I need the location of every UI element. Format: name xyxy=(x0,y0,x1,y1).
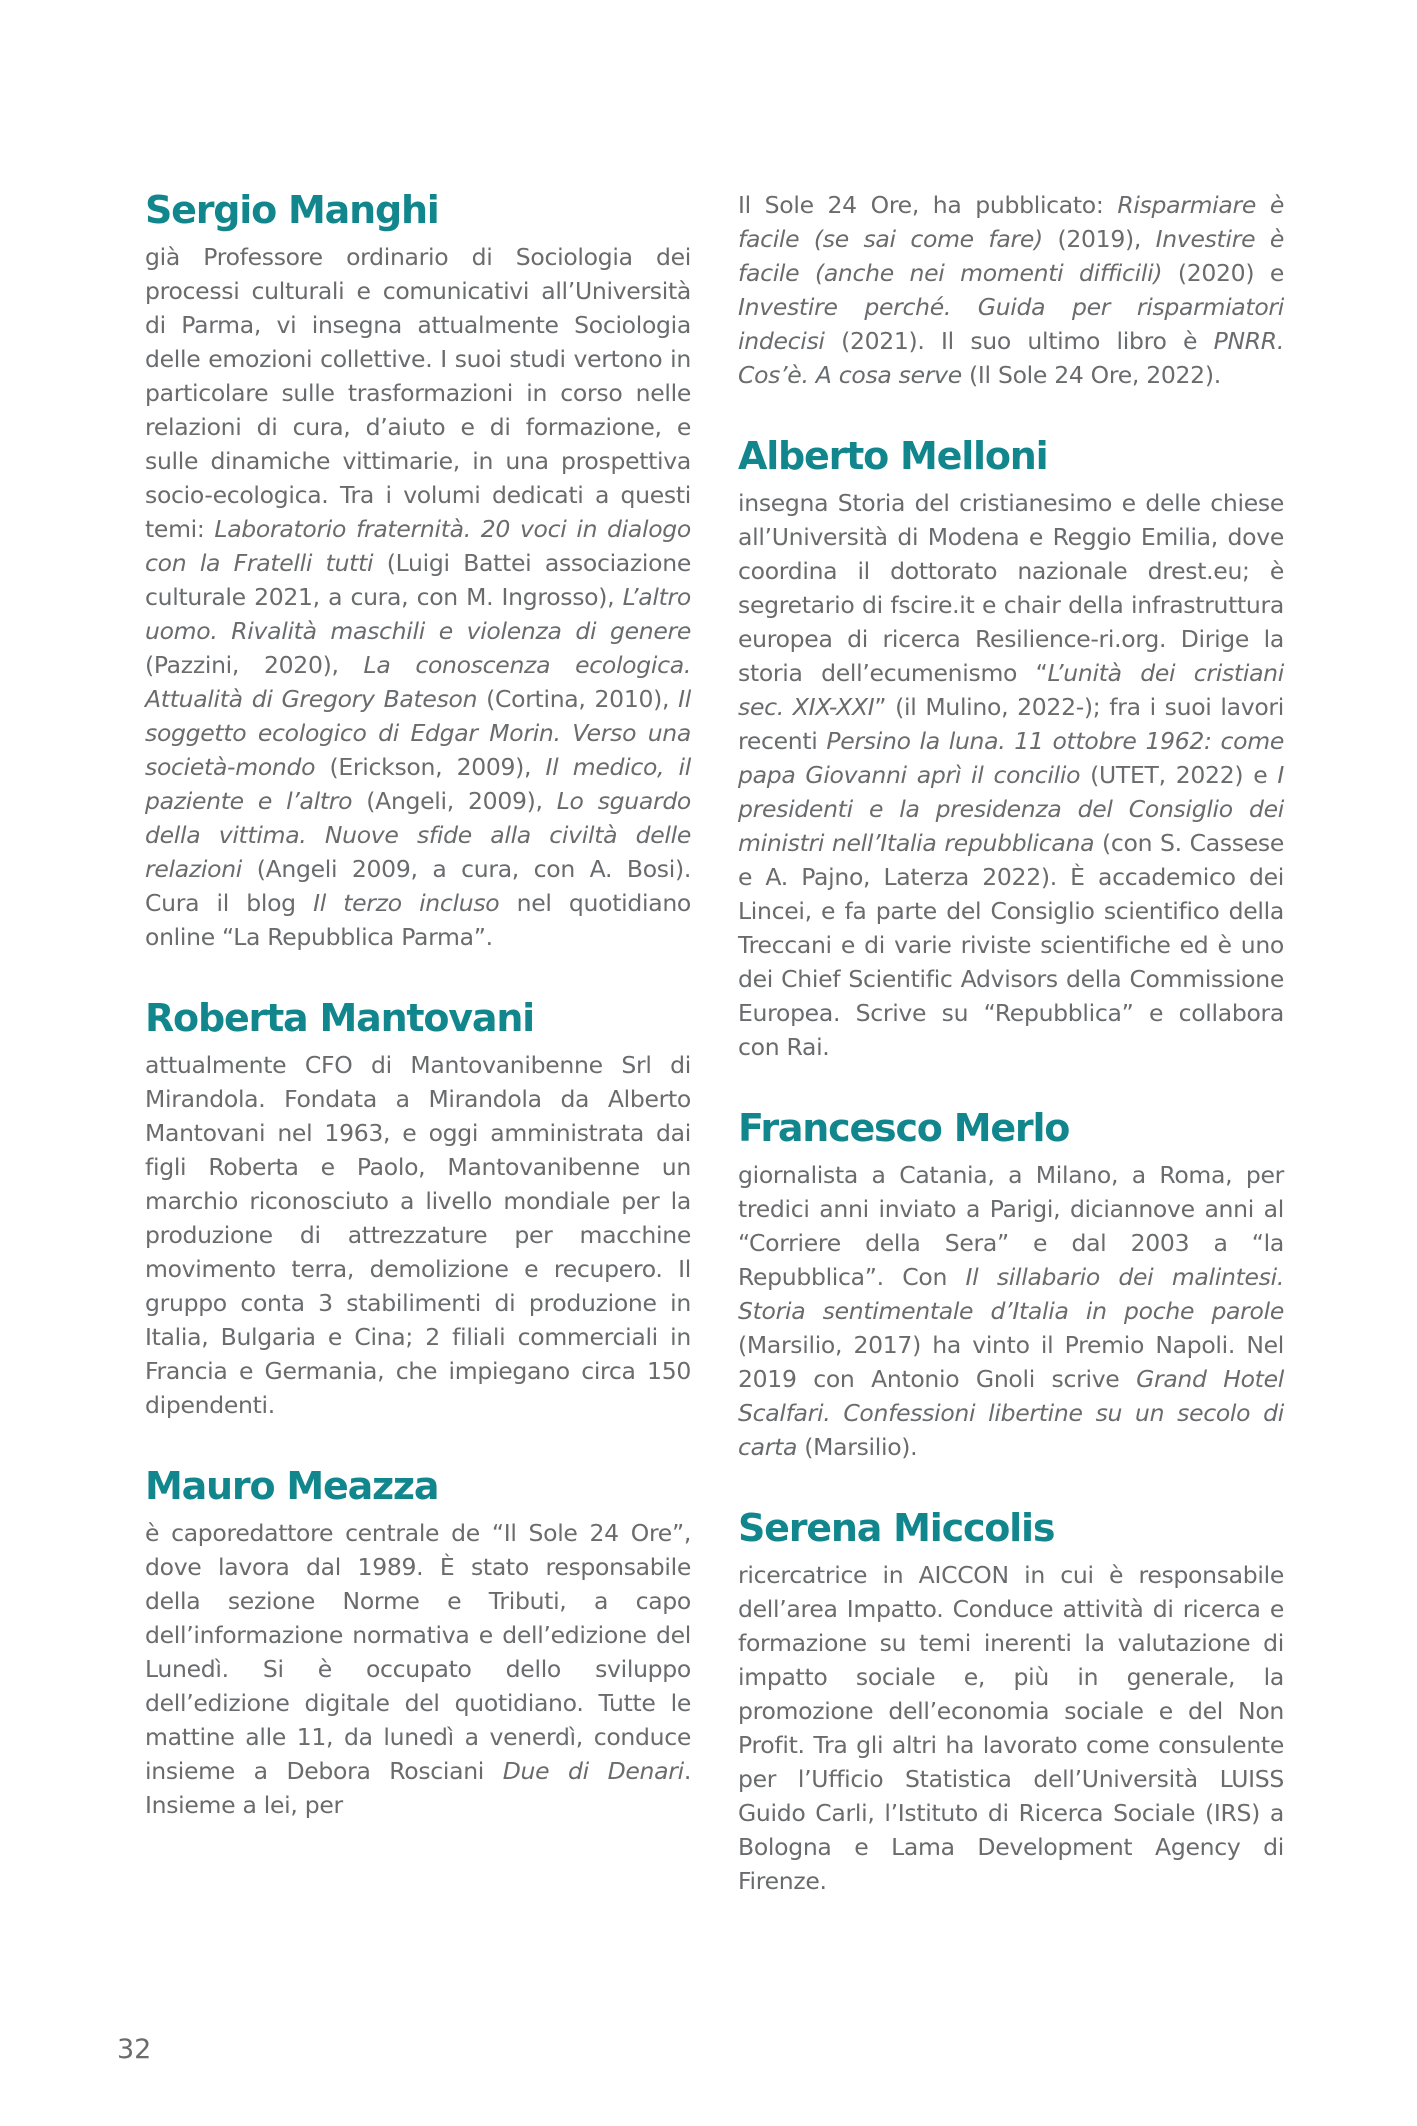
book-title-italic: I presidenti e la presidenza del Consiglio dei ministri nell’Italia repubblicana xyxy=(738,761,1284,857)
bio-heading-francesco-merlo: Francesco Merlo xyxy=(738,1106,1070,1150)
bio-heading-roberta-mantovani: Roberta Mantovani xyxy=(145,996,534,1040)
bio-run: (Pazzini, 2020), xyxy=(145,651,364,679)
bio-run: ricercatrice in AICCON in cui è responsabile dell’area Impatto. Conduce attività di ricerca e formazione su temi inerenti la valutazione di impatto sociale e, più in generale, la promozione dell’economia sociale e del Non Profit. Tra gli altri ha lavorato come consulente per l’Ufficio Statistica dell’Università LUISS Guido Carli, l’Istituto di Ricerca Sociale (IRS) a Bologna e Lama Development Agency di Firenze. xyxy=(738,1561,1284,1895)
book-title-italic: Il terzo incluso xyxy=(313,889,500,917)
bio-run: (con S. Cassese e A. Pajno, Laterza 2022). È accademico dei Lincei, e fa parte del Consiglio scientifico della Treccani e di varie riviste scientifiche ed è uno dei Chief Scientific Advisors della Commissione Europea. Scrive su “Repubblica” e collabora con Rai. xyxy=(738,829,1284,1061)
bio-run: già Professore ordinario di Sociologia dei processi culturali e comunicativi all’Università di Parma, vi insegna attualmente Sociologia delle emozioni collettive. I suoi studi vertono in particolare sulle trasformazioni in corso nelle relazioni di cura, d’aiuto e di formazione, e sulle dinamiche vittimarie, in una prospettiva socio-ecologica. Tra i volumi dedicati a questi temi: xyxy=(145,243,691,543)
bio-run: . Insieme a lei, per xyxy=(145,1757,691,1819)
bio-text-alberto-melloni xyxy=(738,486,1284,1064)
book-title-italic: Investire è facile (anche nei momenti difficili) xyxy=(738,225,1284,287)
left-column xyxy=(145,188,691,1822)
book-title-italic: PNRR. Cos’è. A cosa serve xyxy=(738,327,1284,389)
book-title-italic: Due di Denari xyxy=(502,1757,684,1785)
book-title-italic: Il soggetto ecologico di Edgar Morin. Verso una società-mondo xyxy=(145,685,691,781)
book-title-italic: Investire perché. Guida per risparmiatori indecisi xyxy=(738,293,1284,355)
book-title-italic: Il medico, il paziente e l’altro xyxy=(145,753,691,815)
bio-run: (2021). Il suo ultimo libro è xyxy=(824,327,1214,355)
book-title-italic: Persino la luna. 11 ottobre 1962: come papa Giovanni aprì il concilio xyxy=(738,727,1284,789)
bio-run: ” (il Mulino, 2022-); fra i suoi lavori recenti xyxy=(738,693,1284,755)
bio-run: (Cortina, 2010), xyxy=(477,685,679,713)
bio-text-mauro-meazza xyxy=(145,1516,691,1822)
book-title-italic: Lo sguardo della vittima. Nuove sfide alla civiltà delle relazioni xyxy=(145,787,692,883)
bio-heading-sergio-manghi: Sergio Manghi xyxy=(145,188,439,232)
book-title-italic: Risparmiare è facile (se sai come fare) xyxy=(738,191,1284,253)
right-column xyxy=(738,188,1284,1898)
bio-run: (Luigi Battei associazione culturale 2021, a cura, con M. Ingrosso), xyxy=(145,549,691,611)
bio-heading-mauro-meazza: Mauro Meazza xyxy=(145,1464,439,1508)
bio-section-francesco-merlo xyxy=(738,1106,1284,1464)
bio-section-sergio-manghi xyxy=(145,188,691,954)
bio-section-alberto-melloni xyxy=(738,434,1284,1064)
bio-heading-serena-miccolis: Serena Miccolis xyxy=(738,1506,1055,1550)
bio-run: (Marsilio, 2017) ha vinto il Premio Napoli. Nel 2019 con Antonio Gnoli scrive xyxy=(738,1331,1284,1393)
bio-run: insegna Storia del cristianesimo e delle chiese all’Università di Modena e Reggio Emilia, dove coordina il dottorato nazionale drest.eu; è segretario di fscire.it e chair della infrastruttura europea di ricerca Resilience-ri.org. Dirige la storia dell’ecumenismo “ xyxy=(738,489,1284,687)
bio-run: (Marsilio). xyxy=(797,1433,918,1461)
bio-run: (Il Sole 24 Ore, 2022). xyxy=(961,361,1221,389)
bio-run: giornalista a Catania, a Milano, a Roma, per tredici anni inviato a Parigi, diciannove anni al “Corriere della Sera” e dal 2003 a “la Repubblica”. Con xyxy=(738,1161,1284,1291)
bio-run: (2019), xyxy=(1042,225,1156,253)
bio-run: (UTET, 2022) e xyxy=(1080,761,1278,789)
book-title-italic: L’unità dei cristiani sec. XIX-XXI xyxy=(738,659,1284,721)
bio-text-sergio-manghi xyxy=(145,240,691,954)
bio-run: Il Sole 24 Ore, ha pubblicato: xyxy=(738,191,1118,219)
bio-run: nel quotidiano online “La Repubblica Parma”. xyxy=(145,889,691,951)
bio-run: attualmente CFO di Mantovanibenne Srl di Mirandola. Fondata a Mirandola da Alberto Mantovani nel 1963, e oggi amministrata dai figli Roberta e Paolo, Mantovanibenne un marchio riconosciuto a livello mondiale per la produzione di attrezzature per macchine movimento terra, demolizione e recupero. Il gruppo conta 3 stabilimenti di produzione in Italia, Bulgaria e Cina; 2 filiali commerciali in Francia e Germania, che impiegano circa 150 dipendenti. xyxy=(145,1051,691,1419)
bio-text-francesco-merlo xyxy=(738,1158,1284,1464)
book-title-italic: Grand Hotel Scalfari. Confessioni libertine su un secolo di carta xyxy=(738,1365,1284,1461)
book-title-italic: Laboratorio fraternità. 20 voci in dialogo con la Fratelli tutti xyxy=(145,515,692,577)
bio-run: (2020) e xyxy=(1162,259,1285,287)
book-title-italic: L’altro uomo. Rivalità maschili e violenza di genere xyxy=(145,583,691,645)
bio-run: (Erickson, 2009), xyxy=(315,753,546,781)
bio-text-mauro-meazza-continuation xyxy=(738,188,1284,392)
bio-heading-alberto-melloni: Alberto Melloni xyxy=(738,434,1048,478)
bio-run: (Angeli, 2009), xyxy=(352,787,557,815)
bio-section-roberta-mantovani xyxy=(145,996,691,1422)
book-title-italic: La conoscenza ecologica. Attualità di Gregory Bateson xyxy=(145,651,691,713)
bio-section-mauro-meazza xyxy=(145,1464,691,1822)
bio-text-roberta-mantovani xyxy=(145,1048,691,1422)
bio-section-serena-miccolis xyxy=(738,1506,1284,1898)
page-number: 32 xyxy=(117,2034,152,2065)
bio-run: è caporedattore centrale de “Il Sole 24 Ore”, dove lavora dal 1989. È stato responsabile della sezione Norme e Tributi, a capo dell’informazione normativa e dell’edizione del Lunedì. Si è occupato dello sviluppo dell’edizione digitale del quotidiano. Tutte le mattine alle 11, da lunedì a venerdì, conduce insieme a Debora Rosciani xyxy=(145,1519,691,1785)
book-title-italic: Il sillabario dei malintesi. Storia sentimentale d’Italia in poche parole xyxy=(738,1263,1285,1325)
bio-text-serena-miccolis xyxy=(738,1558,1284,1898)
bio-run: (Angeli 2009, a cura, con A. Bosi). Cura il blog xyxy=(145,855,691,917)
